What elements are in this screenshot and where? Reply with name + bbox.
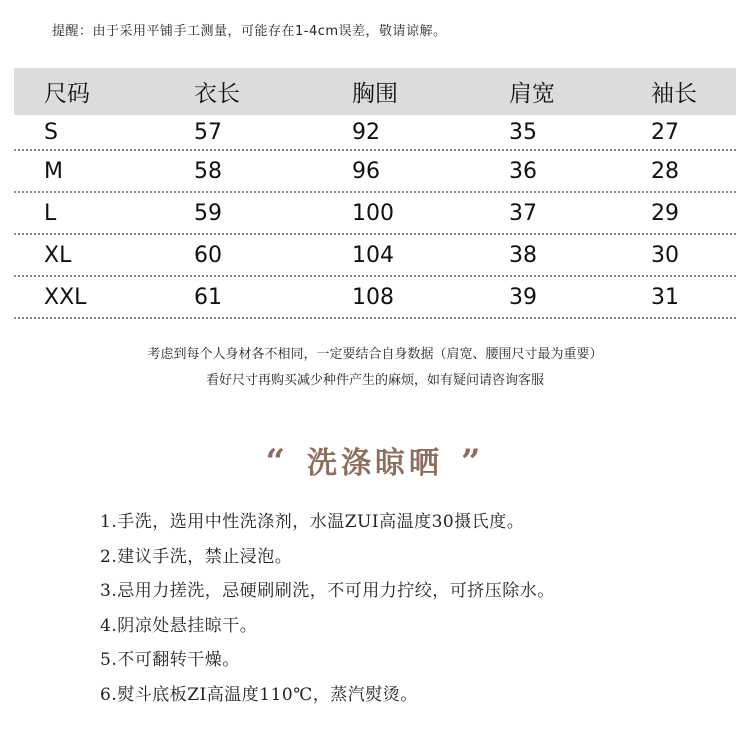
cell-sleeve: 28	[651, 158, 679, 184]
table-row	[14, 115, 736, 151]
size-tips	[0, 342, 750, 394]
measurement-note: 提醒：由于采用平铺手工测量，可能存在1-4cm误差，敬请谅解。	[52, 24, 447, 39]
cell-chest: 92	[352, 119, 380, 145]
header-length: 衣长	[194, 81, 240, 107]
header-chest: 胸围	[352, 81, 398, 107]
cell-chest: 104	[352, 242, 394, 268]
cell-length: 61	[194, 284, 222, 310]
cell-length: 60	[194, 242, 222, 268]
section-title-text: 洗涤晾晒	[307, 446, 443, 481]
care-instructions	[100, 505, 555, 712]
table-row	[14, 193, 736, 235]
header-shoulder: 肩宽	[509, 81, 555, 107]
list-item: 3.忌用力搓洗，忌硬刷刷洗，不可用力拧绞，可挤压除水。	[100, 581, 555, 601]
cell-length: 59	[194, 200, 222, 226]
cell-size: M	[44, 158, 63, 184]
table-row	[14, 277, 736, 319]
cell-size: XL	[44, 242, 72, 268]
cell-sleeve: 31	[651, 284, 679, 310]
cell-size: L	[44, 200, 57, 226]
list-item: 2.建议手洗，禁止浸泡。	[100, 546, 293, 567]
table-row	[14, 151, 736, 193]
cell-size: S	[44, 119, 58, 145]
cell-shoulder: 35	[509, 119, 537, 145]
header-sleeve: 袖长	[651, 81, 697, 107]
cell-length: 58	[194, 158, 222, 184]
cell-sleeve: 30	[651, 242, 679, 268]
tip-line: 考虑到每个人身材各不相同，一定要结合自身数据（肩宽、腰围尺寸最为重要）	[147, 347, 603, 362]
cell-shoulder: 39	[509, 284, 537, 310]
cell-shoulder: 38	[509, 242, 537, 268]
cell-sleeve: 29	[651, 200, 679, 226]
table-header	[14, 68, 736, 115]
section-title	[0, 438, 750, 482]
list-item: 4.阴凉处悬挂晾干。	[100, 615, 258, 636]
header-size: 尺码	[44, 81, 90, 107]
table-row	[14, 235, 736, 277]
list-item: 5.不可翻转干燥。	[100, 650, 240, 670]
tip-line: 看好尺寸再购买减少种件产生的麻烦，如有疑问请咨询客服	[205, 373, 544, 388]
cell-size: XXL	[44, 284, 87, 310]
list-item: 1.手洗，选用中性洗涤剂，水温ZUI高温度30摄氏度。	[100, 512, 525, 532]
cell-shoulder: 36	[509, 158, 537, 184]
close-quote: ”	[461, 442, 485, 482]
size-table	[14, 68, 736, 319]
cell-length: 57	[194, 119, 222, 145]
cell-chest: 108	[352, 284, 394, 310]
cell-chest: 96	[352, 158, 380, 184]
list-item: 6.熨斗底板ZI高温度110℃，蒸汽熨烫。	[100, 684, 418, 705]
open-quote: “	[265, 442, 289, 482]
cell-chest: 100	[352, 200, 394, 226]
cell-shoulder: 37	[509, 200, 537, 226]
cell-sleeve: 27	[651, 119, 679, 145]
